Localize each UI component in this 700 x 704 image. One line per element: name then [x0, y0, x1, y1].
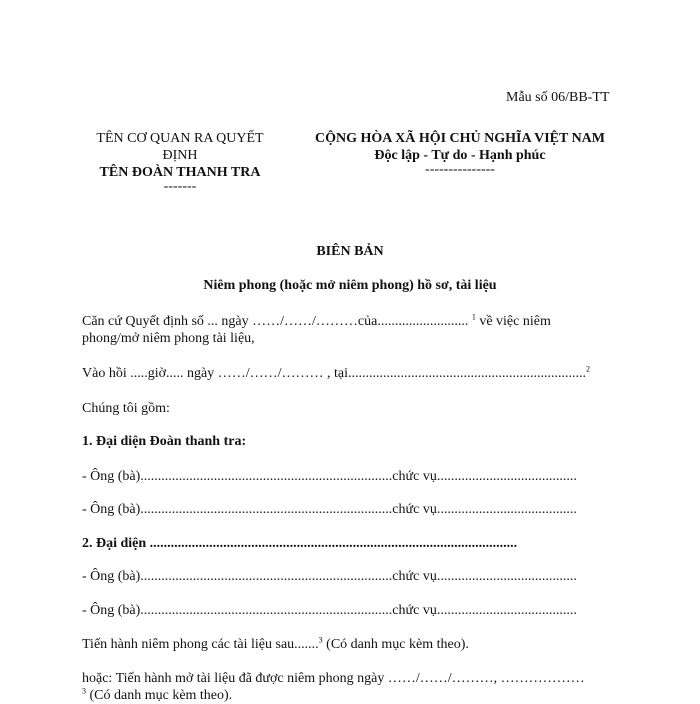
participants-intro: Chúng tôi gồm: [82, 401, 170, 416]
seal-line [82, 637, 469, 653]
form-code: Mẫu số 06/BB-TT [506, 90, 610, 105]
section-1-row: - Ông (bà)........................................................................chức vụ........................................ [82, 502, 577, 517]
national-header [290, 130, 630, 176]
agency-name-line1: TÊN CƠ QUAN RA QUYẾT [96, 131, 264, 146]
section-2-row: - Ông (bà)........................................................................chức vụ........................................ [82, 569, 577, 584]
basis-line [82, 314, 551, 330]
agency-header [80, 130, 280, 193]
seal-text: Tiến hành niêm phong các tài liệu sau....... [82, 637, 319, 652]
section-2-row: - Ông (bà)........................................................................chức vụ........................................ [82, 603, 577, 618]
nation-title: CỘNG HÒA XÃ HỘI CHỦ NGHĨA VIỆT NAM [314, 131, 605, 146]
basis-text-end: về việc niêm [475, 314, 551, 329]
motto-divider: --------------- [425, 162, 495, 177]
footnote-ref-2: 2 [586, 364, 590, 374]
open-line: hoặc: Tiến hành mở tài liệu đã được niêm phong ngày ……/……/………, ……………… [82, 671, 585, 686]
open-text-end: (Có danh mục kèm theo). [86, 688, 233, 703]
time-place-text: Vào hồi .....giờ..... ngày ……/……/……… , tại.................................................................... [82, 366, 586, 381]
open-line-2 [82, 688, 232, 704]
footnote-ref-3b: 3 [82, 686, 86, 696]
section-1-heading: 1. Đại diện Đoàn thanh tra: [82, 434, 247, 449]
basis-line-2: phong/mở niêm phong tài liệu, [82, 331, 255, 346]
footnote-ref-1: 1 [471, 312, 476, 322]
basis-text: Căn cứ Quyết định số ... ngày ……/……/………của.......................... [82, 314, 469, 329]
document-subtitle: Niêm phong (hoặc mở niêm phong) hồ sơ, tài liệu [203, 278, 497, 293]
inspection-team-name: TÊN ĐOÀN THANH TRA [99, 165, 261, 180]
agency-name-line2: ĐỊNH [162, 148, 198, 163]
time-place-line [82, 366, 590, 382]
seal-text-end: (Có danh mục kèm theo). [322, 637, 469, 652]
agency-divider: ------- [163, 179, 197, 194]
national-motto: Độc lập - Tự do - Hạnh phúc [374, 148, 546, 163]
footnote-ref-3: 3 [318, 635, 323, 645]
section-2-heading: 2. Đại diện ......................................................................................................... [82, 536, 518, 551]
document-title: BIÊN BẢN [316, 244, 384, 259]
section-1-row: - Ông (bà)........................................................................chức vụ........................................ [82, 469, 577, 484]
